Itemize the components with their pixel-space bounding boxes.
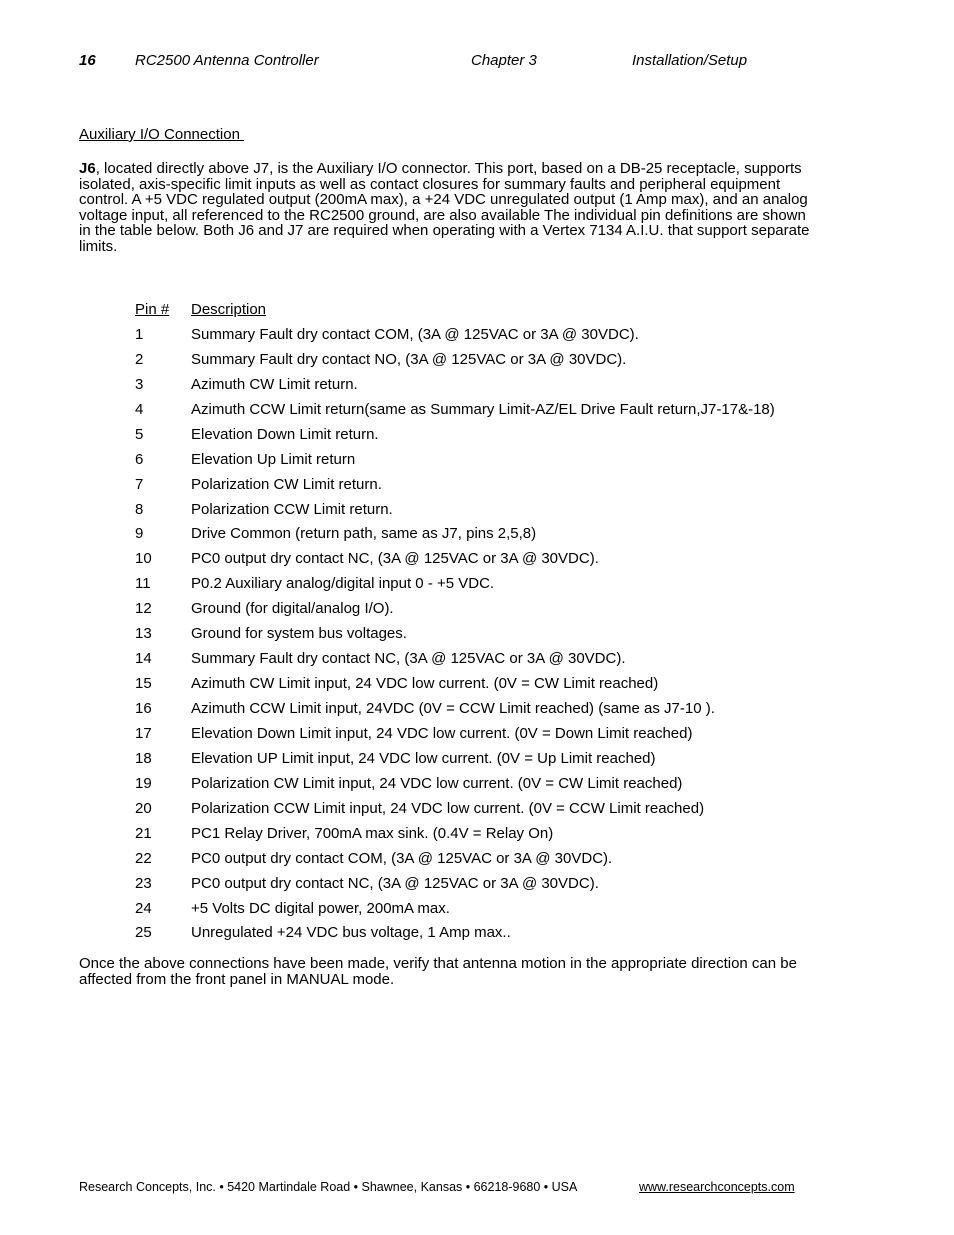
pin-number: 25: [135, 924, 152, 942]
pin-description: Ground (for digital/analog I/O).: [191, 600, 394, 618]
pin-number: 24: [135, 899, 152, 917]
pin-description: Azimuth CCW Limit return(same as Summary Limit-AZ/EL Drive Fault return,J7-17&-18): [191, 400, 775, 418]
pin-description: Elevation Up Limit return: [191, 450, 356, 468]
pin-number: 16: [135, 700, 152, 717]
pin-number: 6: [135, 450, 144, 468]
pin-column-header: Pin #: [135, 301, 170, 318]
pin-description: Azimuth CW Limit return.: [191, 375, 358, 393]
pin-number: 8: [135, 500, 144, 518]
section-label: Installation/Setup: [632, 52, 748, 69]
pin-description: Unregulated +24 VDC bus voltage, 1 Amp max..: [191, 924, 511, 942]
pin-description: Polarization CW Limit input, 24 VDC low current. (0V = CW Limit reached): [191, 774, 683, 792]
pin-number: 4: [135, 400, 144, 418]
intro-text: , located directly above J7, is the Auxiliary I/O connector. This port, based on a DB-25 receptacle, supports isolated, axis-specific limit inputs as well as contact closures for summary faults and peripheral equipment control. A +5 VDC regulated output (200mA max), a +24 VDC unregulated output (1 Amp max), and an analog voltage input, all referenced to the RC2500 ground, are also available The individual pin definitions are shown in the table below. Both J6 and J7 are required when operating with a Vertex 7134 A.I.U. that support separate limits.: [79, 160, 810, 255]
pin-description: Drive Common (return path, same as J7, pins 2,5,8): [191, 525, 537, 543]
pin-description: Azimuth CW Limit input, 24 VDC low current. (0V = CW Limit reached): [191, 675, 659, 693]
pin-description: Elevation UP Limit input, 24 VDC low current. (0V = Up Limit reached): [191, 749, 656, 767]
pin-number: 20: [135, 799, 152, 817]
pin-description: Summary Fault dry contact NO, (3A @ 125VAC or 3A @ 30VDC).: [191, 350, 627, 368]
pin-number: 13: [135, 625, 152, 643]
closing-paragraph: Once the above connections have been made, verify that antenna motion in the appropriate direction can be affected from the front panel in MANUAL mode.: [79, 955, 797, 988]
pin-number: 21: [135, 824, 152, 842]
pin-number: 18: [135, 749, 152, 767]
pin-number: 11: [135, 575, 151, 593]
pin-description: P0.2 Auxiliary analog/digital input 0 - +5 VDC.: [191, 575, 495, 593]
pin-description: Polarization CCW Limit return.: [191, 500, 393, 518]
pin-description: PC0 output dry contact COM, (3A @ 125VAC or 3A @ 30VDC).: [191, 849, 613, 867]
pin-description: Polarization CCW Limit input, 24 VDC low current. (0V = CCW Limit reached): [191, 799, 705, 817]
pin-number: 1: [135, 325, 144, 343]
pin-number: 10: [135, 550, 152, 568]
pin-number: 3: [135, 375, 144, 393]
pin-number: 12: [135, 600, 152, 618]
pin-description: +5 Volts DC digital power, 200mA max.: [191, 899, 450, 917]
intro-lead: J6: [79, 160, 96, 177]
pin-number: 23: [135, 874, 152, 892]
pin-number: 19: [135, 774, 152, 792]
description-column-header: Description: [191, 301, 267, 318]
pin-description: Summary Fault dry contact COM, (3A @ 125VAC or 3A @ 30VDC).: [191, 325, 639, 343]
footer-website-link[interactable]: www.researchconcepts.com: [639, 1180, 795, 1194]
pin-description: Polarization CW Limit return.: [191, 475, 382, 493]
section-heading: Auxiliary I/O Connection: [79, 126, 245, 143]
pin-number: 15: [135, 675, 152, 693]
pin-number: 14: [135, 650, 152, 668]
pin-description: PC1 Relay Driver, 700mA max sink. (0.4V = Relay On): [191, 824, 554, 842]
pin-description: Ground for system bus voltages.: [191, 625, 407, 643]
pin-number: 17: [135, 724, 152, 742]
pin-number: 7: [135, 475, 144, 493]
pin-number: 9: [135, 525, 144, 543]
chapter-label: Chapter 3: [471, 52, 537, 69]
footer-address: Research Concepts, Inc. • 5420 Martindale Road • Shawnee, Kansas • 66218-9680 • USA: [79, 1180, 578, 1194]
pin-description: Elevation Down Limit input, 24 VDC low current. (0V = Down Limit reached): [191, 724, 693, 742]
intro-paragraph: [79, 161, 819, 255]
pin-description: Summary Fault dry contact NC, (3A @ 125VAC or 3A @ 30VDC).: [191, 650, 626, 668]
pin-description: Elevation Down Limit return.: [191, 425, 379, 443]
pin-number: 5: [135, 425, 144, 443]
pin-description: Azimuth CCW Limit input, 24VDC (0V = CCW Limit reached) (same as J7-10 ).: [191, 700, 715, 717]
pin-number: 2: [135, 350, 144, 368]
page-number: 16: [79, 52, 96, 69]
pin-description: PC0 output dry contact NC, (3A @ 125VAC or 3A @ 30VDC).: [191, 874, 599, 892]
pin-number: 22: [135, 849, 152, 867]
document-title: RC2500 Antenna Controller: [135, 52, 319, 69]
pin-description: PC0 output dry contact NC, (3A @ 125VAC or 3A @ 30VDC).: [191, 550, 599, 568]
